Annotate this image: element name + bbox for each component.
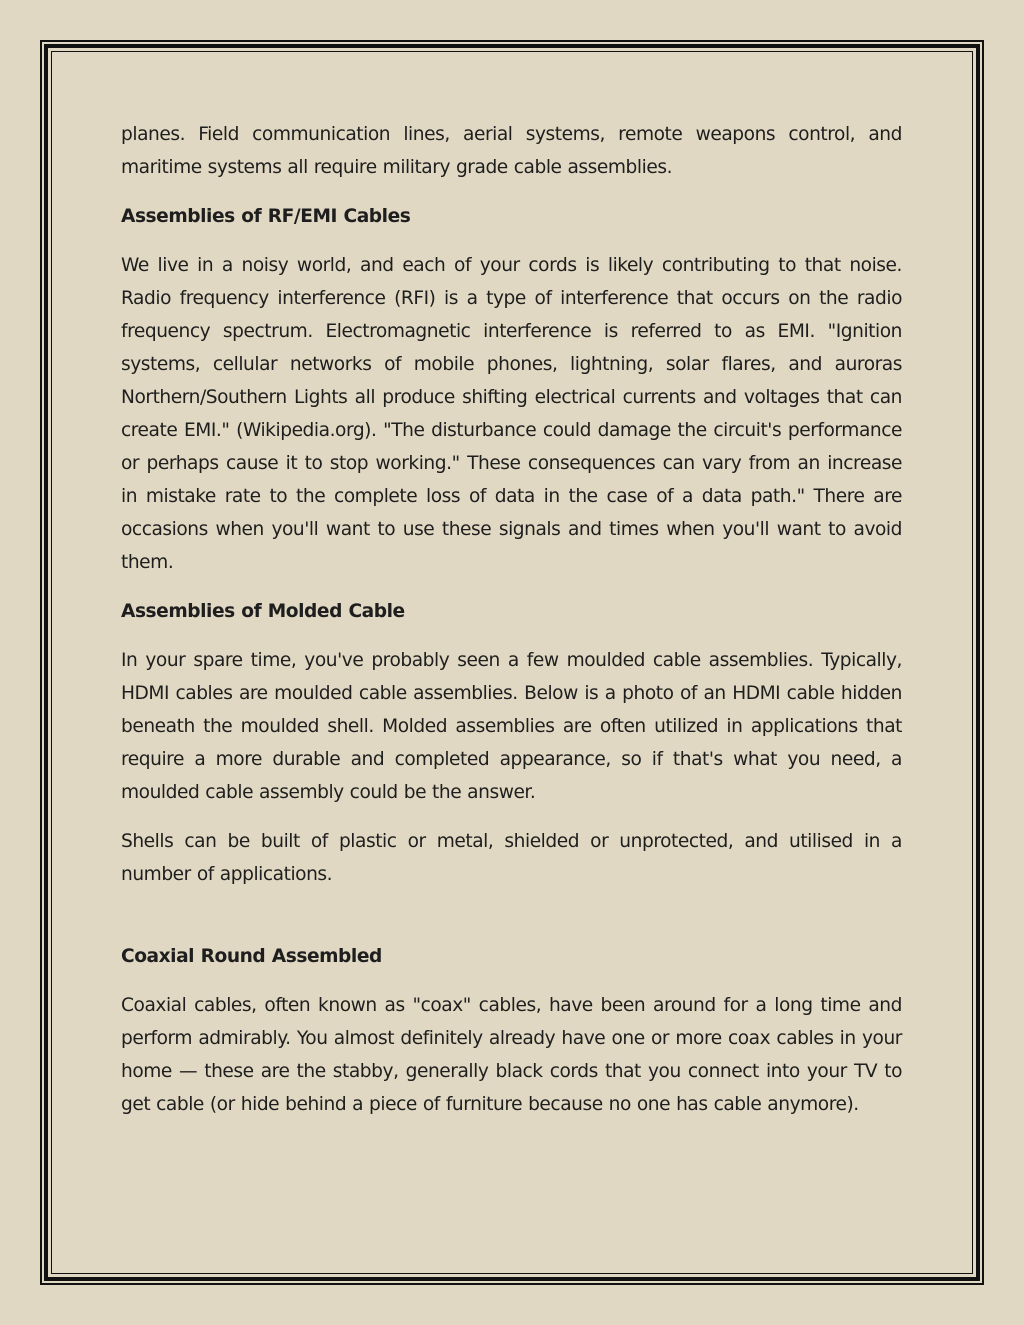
- molded-cable-heading: Assemblies of Molded Cable: [121, 601, 405, 622]
- rf-emi-paragraph: We live in a noisy world, and each of your cords is likely contributing to that noise. Radio frequency interference (RFI) is a type of interference that occurs on the radio frequency spectrum. Electromagnetic interference is referred to as EMI. "Ignition systems, cellular networks of mobile phones, lightning, solar flares, and auroras Northern/Southern Lights all produce shifting electrical currents and voltages that can create EMI." (Wikipedia.org). "The disturbance could damage the circuit's performance or perhaps cause it to stop working." These consequences can vary from an increase in mistake rate to the complete loss of data in the case of a data path." There are occasions when you'll want to use these signals and times when you'll want to avoid them.: [121, 255, 902, 573]
- molded-cable-paragraph-2: Shells can be built of plastic or metal, shielded or unprotected, and utilised in a number of applications.: [121, 831, 902, 885]
- blank-line: [121, 907, 902, 940]
- rf-emi-heading: Assemblies of RF/EMI Cables: [121, 206, 411, 227]
- document-body: [121, 118, 902, 1137]
- intro-paragraph: planes. Field communication lines, aerial systems, remote weapons control, and maritime systems all require military grade cable assemblies.: [121, 124, 902, 178]
- coaxial-heading: Coaxial Round Assembled: [121, 946, 382, 967]
- molded-cable-paragraph-1: In your spare time, you've probably seen a few moulded cable assemblies. Typically, HDMI cables are moulded cable assemblies. Below is a photo of an HDMI cable hidden beneath the moulded shell. Molded assemblies are often utilized in applications that require a more durable and completed appearance, so if that's what you need, a moulded cable assembly could be the answer.: [121, 650, 902, 803]
- coaxial-paragraph: Coaxial cables, often known as "coax" cables, have been around for a long time and perform admirably. You almost definitely already have one or more coax cables in your home — these are the stabby, generally black cords that you connect into your TV to get cable (or hide behind a piece of furniture because no one has cable anymore).: [121, 995, 902, 1115]
